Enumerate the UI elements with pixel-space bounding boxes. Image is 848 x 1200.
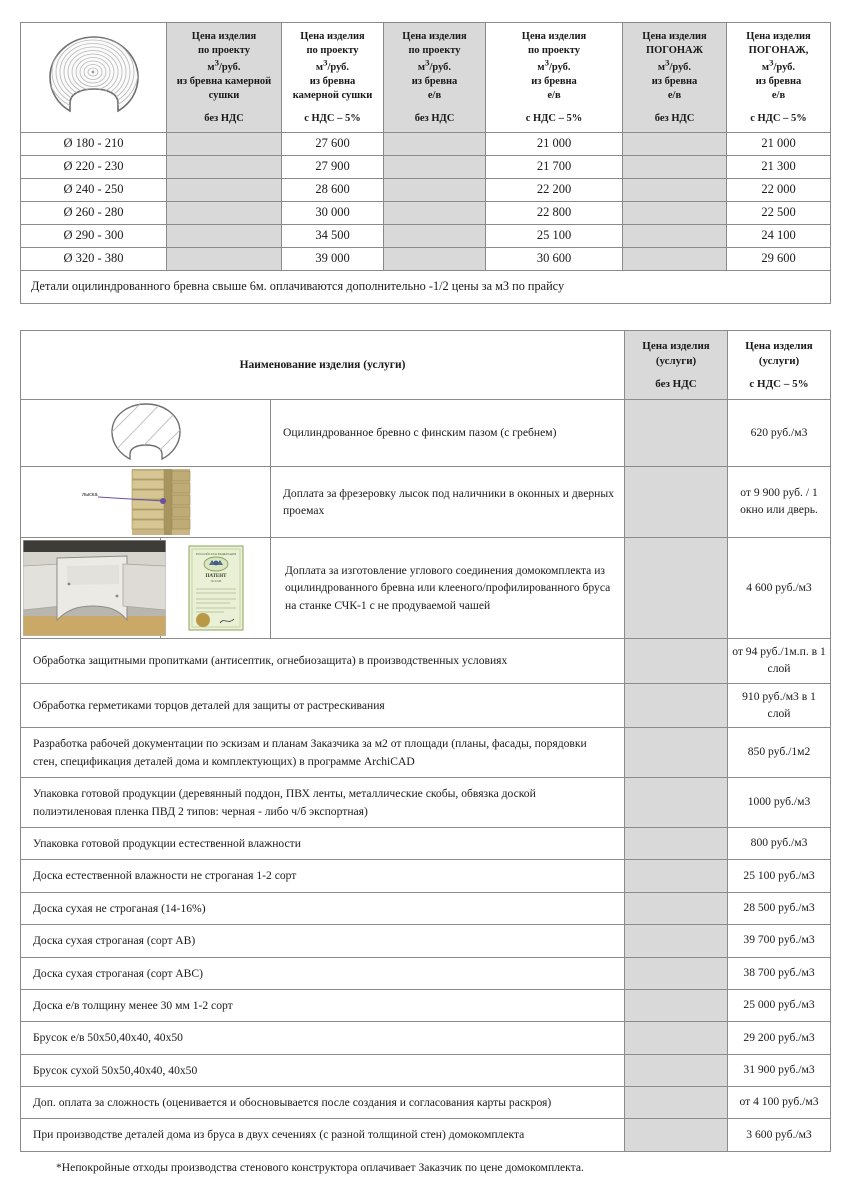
table-row [21, 201, 831, 224]
table-row [21, 1087, 831, 1119]
diameter-label: Ø 240 - 250 [21, 178, 167, 201]
table-row [21, 957, 831, 989]
table-row [21, 989, 831, 1021]
price-cell: 21 300 [727, 155, 831, 178]
price-no-vat-cell [625, 778, 728, 828]
price-cell: 39 000 [282, 247, 384, 270]
price-no-vat-cell [625, 728, 728, 778]
col1-l1: Цена изделия [191, 31, 257, 42]
pv-l1: Цена изделия [745, 339, 813, 352]
log-cross-section-icon [46, 34, 142, 120]
service-description: Упаковка готовой продукции естественной влажности [21, 827, 625, 859]
price-no-vat-cell [625, 639, 728, 684]
price-no-vat-cell [625, 467, 728, 538]
price-no-vat-cell [625, 400, 728, 467]
service-description: Упаковка готовой продукции (деревянный поддон, ПВХ ленты, металлические скобы, обвязка доской полиэтиленовая пленка ПВД 2 типов: черная - либо ч/б экспортная) [21, 778, 625, 828]
col4-l3: $м^3$/руб. [537, 57, 571, 74]
service-description: Брусок е/в 50x50,40x40, 40x50 [21, 1022, 625, 1054]
service-description: Доплата за фрезеровку лысок под наличники в оконных и дверных проемах [271, 467, 625, 538]
patent-certificate-cell [161, 538, 271, 639]
price-cell: 21 000 [727, 132, 831, 155]
service-description: Разработка рабочей документации по эскизам и планам Заказчика за м2 от площади (планы, фасады, порядовки стен, спецификация деталей дома и комплектующих) в программе ArchiCAD [21, 728, 625, 778]
table2-footnote: *Непокройные отходы производства стенового конструктора оплачивает Заказчик по цене домокомплекта. [56, 1160, 584, 1174]
col1-l5: сушки [208, 89, 240, 101]
service-description: Обработка защитными пропитками (антисептик, огнебиозащита) в производственных условиях [21, 639, 625, 684]
price-cell: 22 200 [486, 178, 623, 201]
price-cell: 30 600 [486, 247, 623, 270]
services-price-table [20, 330, 831, 1152]
price-cell [167, 132, 282, 155]
service-description: Оцилиндрованное бревно с финским пазом (с гребнем) [271, 400, 625, 467]
service-description: Доп. оплата за сложность (оценивается и обосновывается после создания и согласования карты раскроя) [21, 1087, 625, 1119]
price-cell [167, 224, 282, 247]
diameter-label: Ø 220 - 230 [21, 155, 167, 178]
col6-l2: ПОГОНАЖ, [748, 44, 809, 56]
table-row [21, 1054, 831, 1086]
price-vat-cell: от 94 руб./1м.п. в 1 слой [728, 639, 831, 684]
col4-l5: е/в [547, 89, 561, 101]
table-row [21, 860, 831, 892]
price-cell [623, 132, 727, 155]
price-cell [384, 178, 486, 201]
price-vat-cell: 4 600 руб./м3 [728, 538, 831, 639]
table-row [21, 132, 831, 155]
col1-l3: $м^3$/руб. [207, 57, 241, 74]
log-price-table [20, 22, 831, 304]
svg-text:№ 2246: № 2246 [210, 579, 221, 584]
price-vat-cell: 31 900 руб./м3 [728, 1054, 831, 1086]
lyska-label: лыска [81, 492, 97, 499]
log-finnish-groove-icon [108, 402, 184, 464]
col2-l3: $м^3$/руб. [315, 57, 350, 74]
price-cell: 30 000 [282, 201, 384, 224]
price-vat-cell: 39 700 руб./м3 [728, 925, 831, 957]
table1-col-header-3 [384, 23, 486, 133]
col5-l4: из бревна [651, 76, 698, 88]
table-row [21, 827, 831, 859]
service-description: Доска сухая строганая (сорт АВС) [21, 957, 625, 989]
price-vat-cell: 29 200 руб./м3 [728, 1022, 831, 1054]
price-cell: 27 600 [282, 132, 384, 155]
price-cell: 27 900 [282, 155, 384, 178]
table-row [21, 639, 831, 684]
table-row [21, 925, 831, 957]
table-row [21, 247, 831, 270]
pnv-l2: (услуги) [655, 354, 697, 367]
price-vat-cell: от 9 900 руб. / 1 окно или дверь. [728, 467, 831, 538]
price-cell [623, 178, 727, 201]
price-no-vat-cell [625, 1119, 728, 1151]
pnv-vat: без НДС [655, 378, 697, 391]
col2-l2: по проекту [306, 44, 359, 56]
price-vat-cell: 620 руб./м3 [728, 400, 831, 467]
table-row [21, 467, 831, 538]
col3-l3: $м^3$/руб. [417, 57, 452, 74]
col3-l1: Цена изделия [402, 31, 467, 42]
price-vat-cell: 38 700 руб./м3 [728, 957, 831, 989]
price-vat-cell: 910 руб./м3 в 1 слой [728, 683, 831, 728]
pv-l2: (услуги) [758, 354, 800, 367]
table2-header-row [21, 330, 831, 400]
service-description: Доска сухая не строганая (14-16%) [21, 892, 625, 924]
col3-l2: по проекту [408, 44, 461, 56]
lyska-milling-photo-cell [21, 467, 271, 538]
price-cell [623, 224, 727, 247]
table1-col-header-5 [623, 23, 727, 133]
pv-vat: с НДС – 5% [749, 378, 809, 391]
price-no-vat-cell [625, 989, 728, 1021]
table1-col-header-2 [282, 23, 384, 133]
service-description: Доска сухая строганая (сорт АВ) [21, 925, 625, 957]
price-no-vat-cell [625, 827, 728, 859]
price-cell: 34 500 [282, 224, 384, 247]
col6-l1: Цена изделия [746, 31, 811, 42]
table1-col-header-4 [486, 23, 623, 133]
price-cell [384, 224, 486, 247]
table-row [21, 728, 831, 778]
col4-l2: по проекту [527, 44, 581, 56]
service-description: Брусок сухой 50x50,40x40, 40x50 [21, 1054, 625, 1086]
table-row [21, 1022, 831, 1054]
price-cell: 22 500 [727, 201, 831, 224]
price-cell [384, 132, 486, 155]
table-row [21, 683, 831, 728]
table-row [21, 538, 831, 639]
price-cell [167, 178, 282, 201]
price-cell: 21 000 [486, 132, 623, 155]
table-row [21, 155, 831, 178]
price-no-vat-cell [625, 1022, 728, 1054]
price-no-vat-cell [625, 860, 728, 892]
lyska-milling-photo [80, 469, 212, 535]
price-cell [167, 201, 282, 224]
service-description: При производстве деталей дома из бруса в двух сечениях (с разной толщиной стен) домокомплекта [21, 1119, 625, 1151]
price-cell [623, 247, 727, 270]
col5-l1: Цена изделия [642, 31, 707, 42]
table1-note-row [21, 270, 831, 303]
price-vat-cell: 1000 руб./м3 [728, 778, 831, 828]
table-row [21, 892, 831, 924]
price-no-vat-cell [625, 1054, 728, 1086]
table2-name-header: Наименование изделия (услуги) [21, 330, 625, 400]
patent-certificate-image [186, 543, 246, 633]
price-cell: 28 600 [282, 178, 384, 201]
table-row [21, 1119, 831, 1151]
col1-l4: из бревна камерной [176, 76, 272, 88]
col1-vat: без НДС [204, 112, 244, 124]
price-no-vat-cell [625, 892, 728, 924]
diameter-label: Ø 260 - 280 [21, 201, 167, 224]
col5-l5: е/в [667, 89, 682, 101]
table1-col-header-6 [727, 23, 831, 133]
service-description: Доплата за изготовление углового соединения домокомплекта из оцилиндрованного бревна или клееного/профилированного бруса на станке СЧК-1 с не продуваемой чашей [271, 538, 625, 639]
col6-l4: из бревна [755, 76, 802, 88]
col2-l4: из бревна [309, 76, 356, 88]
diameter-label: Ø 320 - 380 [21, 247, 167, 270]
price-cell: 25 100 [486, 224, 623, 247]
col6-vat: с НДС – 5% [750, 112, 807, 124]
price-cell: 21 700 [486, 155, 623, 178]
price-vat-cell: 25 100 руб./м3 [728, 860, 831, 892]
col5-l2: ПОГОНАЖ [645, 44, 704, 56]
col4-l4: из бревна [531, 76, 577, 88]
col6-l5: е/в [771, 89, 786, 101]
svg-text:ПАТЕНТ: ПАТЕНТ [205, 574, 226, 580]
table1-note: Детали оцилиндрованного бревна свыше 6м. оплачиваются дополнительно -1/2 цены за м3 по прайсу [21, 270, 831, 303]
price-vat-cell: 28 500 руб./м3 [728, 892, 831, 924]
price-cell [167, 155, 282, 178]
table-row [21, 778, 831, 828]
price-cell [384, 201, 486, 224]
price-vat-cell: от 4 100 руб./м3 [728, 1087, 831, 1119]
price-vat-cell: 800 руб./м3 [728, 827, 831, 859]
col4-vat: с НДС – 5% [525, 112, 583, 124]
corner-joint-photo [23, 540, 166, 636]
service-description: Обработка герметиками торцов деталей для защиты от растрескивания [21, 683, 625, 728]
price-cell [167, 247, 282, 270]
col5-vat: без НДС [654, 112, 695, 124]
price-cell: 22 800 [486, 201, 623, 224]
table1-col-header-1 [167, 23, 282, 133]
service-description: Доска естественной влажности не строганая 1-2 сорт [21, 860, 625, 892]
col1-l2: по проекту [197, 44, 251, 56]
price-cell [384, 247, 486, 270]
col4-l1: Цена изделия [521, 31, 587, 42]
price-no-vat-cell [625, 925, 728, 957]
diameter-label: Ø 290 - 300 [21, 224, 167, 247]
svg-text:РОССИЙСКАЯ ФЕДЕРАЦИЯ: РОССИЙСКАЯ ФЕДЕРАЦИЯ [195, 552, 236, 557]
corner-joint-photo-cell [21, 538, 161, 639]
price-no-vat-cell [625, 683, 728, 728]
col3-l5: е/в [427, 89, 442, 101]
table-row [21, 224, 831, 247]
col2-l5: камерной сушки [292, 89, 373, 101]
price-cell [623, 155, 727, 178]
price-vat-cell: 3 600 руб./м3 [728, 1119, 831, 1151]
price-vat-cell: 25 000 руб./м3 [728, 989, 831, 1021]
pnv-l1: Цена изделия [642, 339, 710, 352]
price-vat-cell: 850 руб./1м2 [728, 728, 831, 778]
price-cell [384, 155, 486, 178]
col3-vat: без НДС [414, 112, 455, 124]
price-no-vat-cell [625, 957, 728, 989]
col5-l3: $м^3$/руб. [657, 57, 692, 74]
table-row [21, 178, 831, 201]
service-description: Доска е/в толщину менее 30 мм 1-2 сорт [21, 989, 625, 1021]
price-cell: 22 000 [727, 178, 831, 201]
table-row [21, 400, 831, 467]
col2-l1: Цена изделия [300, 31, 365, 42]
col6-l3: $м^3$/руб. [761, 57, 796, 74]
table2-price-vat-header [728, 330, 831, 400]
price-cell [623, 201, 727, 224]
log-finnish-groove-icon-cell [21, 400, 271, 467]
table1-header-row [21, 23, 831, 133]
price-no-vat-cell [625, 1087, 728, 1119]
col2-vat: с НДС – 5% [304, 112, 361, 124]
diameter-label: Ø 180 - 210 [21, 132, 167, 155]
table2-price-no-vat-header [625, 330, 728, 400]
price-cell: 24 100 [727, 224, 831, 247]
col3-l4: из бревна [411, 76, 458, 88]
log-cross-section-icon-cell [21, 23, 167, 133]
price-cell: 29 600 [727, 247, 831, 270]
price-no-vat-cell [625, 538, 728, 639]
